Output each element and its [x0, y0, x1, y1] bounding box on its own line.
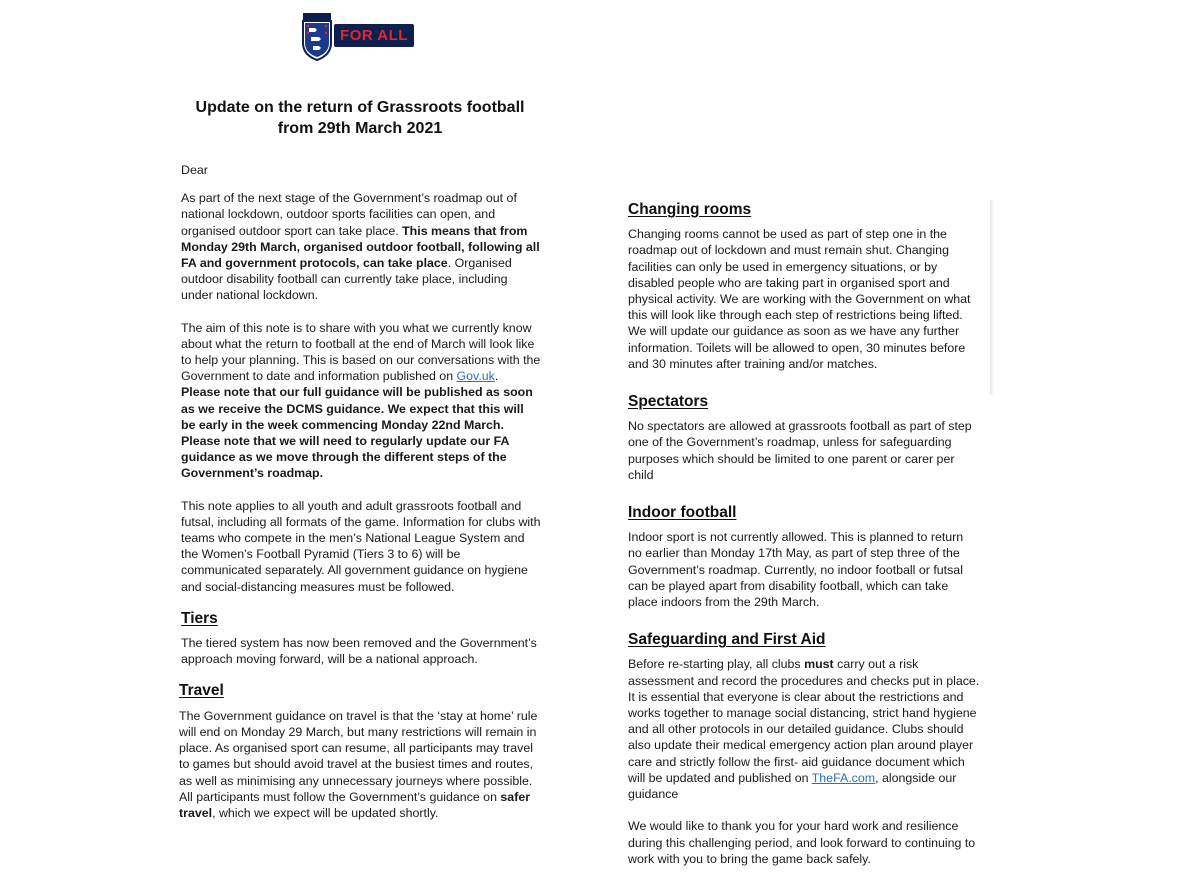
page-title: Update on the return of Grassroots football from 29th March 2021: [195, 99, 525, 137]
indoor-football-heading: Indoor football: [628, 504, 737, 522]
page-fold-shadow: [990, 200, 994, 395]
thefa-com-link[interactable]: TheFA.com: [811, 770, 876, 785]
tiers-heading: Tiers: [181, 609, 218, 627]
aim-paragraph: The aim of this note is to share with you what we currently know about what the return to football at the end of March will look like to help your planning. This is based on our conversations with the Government to date and information published on Gov.uk. Please note that our full guidance will be published as soon as we receive the DCMS guidance. We expect that this will be early in the week commencing Monday 22nd March. Please note that we will need to regularly update our FA guidance as we move through the different steps of the Government’s roadmap.: [181, 320, 541, 481]
changing-rooms-body: Changing rooms cannot be used as part of step one in the roadmap out of lockdown and must remain shut. Changing facilities can only be used in emergency situations, or by disabled people who are taking part in organised sport and physical activity. We are working with the Government on what this will look like through each step of restrictions being lifted. We will update our guidance as soon as we have any further information. Toilets will be allowed to open, 30 minutes before and 30 minutes after training and/or matches.: [628, 227, 971, 371]
indoor-football-section: [628, 505, 980, 610]
tiers-body: The tiered system has now been removed and the Government’s approach moving forward, will be a national approach.: [181, 636, 537, 667]
gov-uk-link[interactable]: Gov.uk: [456, 369, 495, 384]
intro-paragraph: As part of the next stage of the Government’s roadmap out of national lockdown, outdoor sports facilities can open, and organised outdoor sport can take place. This means that from Monday 29th March, organised outdoor football, following all FA and government protocols, can take place. Organised outdoor disability football can currently take place, including under national lockdown.: [181, 191, 540, 303]
travel-heading: Travel: [179, 682, 224, 700]
spectators-heading: Spectators: [628, 393, 709, 411]
travel-body: The Government guidance on travel is that the ‘stay at home’ rule will end on Monday 29 March, but many restrictions will remain in place. As organised sport can resume, all participants may travel to games but should avoid travel at the busiest times and routes, as well as minimising any unnecessary journeys where possible. All participants must follow the Government’s guidance on safer travel, which we expect will be updated shortly.: [179, 708, 538, 820]
for-all-mark: [334, 24, 414, 47]
right-column: [628, 202, 980, 867]
changing-rooms-section: [628, 202, 980, 372]
salutation: Dear: [181, 162, 541, 178]
applies-paragraph: This note applies to all youth and adult grassroots football and futsal, including all formats of the game. Information for clubs with teams who compete in the men’s National League System and the Women’s Football Pyramid (Tiers 3 to 6) will be communicated separately. All government guidance on hygiene and social-distancing measures must be followed.: [181, 498, 541, 594]
spectators-body: No spectators are allowed at grassroots football as part of step one of the Government’s roadmap, unless for safeguarding purposes which should be limited to one parent or carer per child: [628, 419, 972, 482]
tiers-section: [181, 611, 541, 668]
safeguarding-body: Before re-starting play, all clubs must carry out a risk assessment and record the procedures and checks put in place. It is essential that everyone is clear about the restrictions and works together to manage social distancing, strict hand hygiene and all other protocols in our detailed guidance. Clubs should also update their medical emergency action plan around player care and strictly follow the first- aid guidance document which will be updated and published on TheFA.com, alongside our guidance: [628, 657, 980, 802]
travel-section: [179, 683, 541, 821]
closing-paragraph: We would like to thank you for your hard work and resilience during this challenging period, and look forward to continuing to work with you to bring the game back safely.: [628, 819, 976, 866]
safeguarding-heading: Safeguarding and First Aid: [628, 631, 826, 649]
left-column: [181, 162, 541, 837]
indoor-football-body: Indoor sport is not currently allowed. This is planned to return no earlier than Monday 17th May, as part of step three of the Government’s roadmap. Currently, no indoor football or futsal can be played apart from disability football, which can take place indoors from the 29th March.: [628, 530, 964, 610]
spectators-section: [628, 394, 980, 483]
redacted-name: [211, 164, 256, 178]
safeguarding-section: [628, 632, 980, 802]
fa-crest-icon: [300, 13, 334, 61]
changing-rooms-heading: Changing rooms: [628, 201, 752, 218]
fa-for-all-logo: [298, 13, 418, 63]
for-all-text: FOR ALL: [340, 27, 408, 44]
